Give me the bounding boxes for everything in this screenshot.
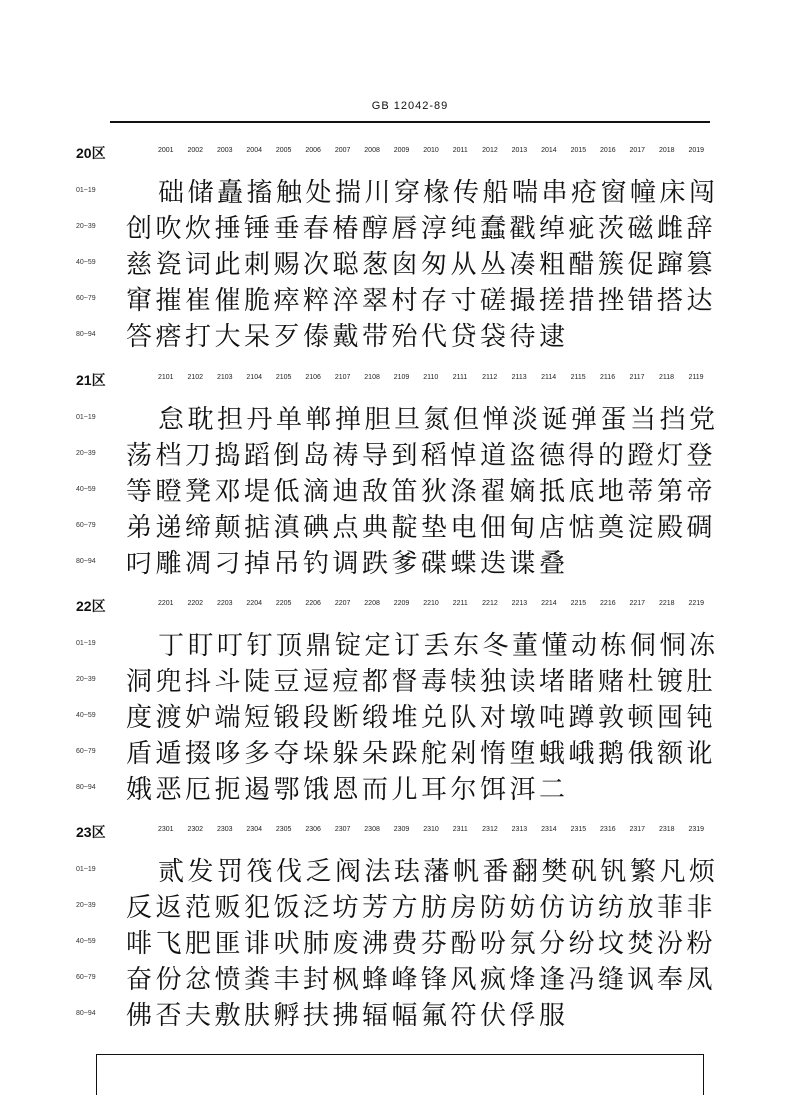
code-number: 2107 bbox=[334, 374, 351, 381]
code-number: 2019 bbox=[688, 147, 705, 154]
char-row bbox=[0, 927, 800, 961]
footer-box bbox=[96, 1054, 704, 1095]
code-number: 2310 bbox=[423, 826, 439, 833]
code-number: 2317 bbox=[629, 826, 646, 833]
row-characters: 等瞪凳邓堤低滴迪敌笛狄涤翟嫡抵底地蒂第帝 bbox=[126, 477, 717, 507]
row-range-label: 60~79 bbox=[76, 974, 96, 981]
char-row bbox=[0, 403, 800, 437]
code-number: 2206 bbox=[305, 600, 321, 607]
code-number: 2118 bbox=[658, 374, 675, 381]
char-row bbox=[0, 665, 800, 699]
row-characters: 窜摧崔催脆瘁粹淬翠村存寸磋撮搓措挫错搭达 bbox=[126, 286, 717, 316]
row-characters: 叼雕凋刁掉吊钓调跌爹碟蝶迭谍叠 bbox=[126, 549, 569, 579]
char-row bbox=[0, 212, 800, 246]
header-rule bbox=[110, 121, 710, 123]
code-number: 2203 bbox=[216, 600, 233, 607]
code-number: 2210 bbox=[423, 600, 439, 607]
code-number: 2108 bbox=[364, 374, 380, 381]
code-number: 2016 bbox=[600, 147, 616, 154]
code-number: 2201 bbox=[158, 600, 174, 607]
code-number: 2101 bbox=[158, 374, 174, 381]
code-number: 2307 bbox=[334, 826, 351, 833]
code-number: 2003 bbox=[216, 147, 233, 154]
code-header bbox=[158, 826, 718, 833]
page-header: GB 12042-89 bbox=[371, 100, 449, 112]
char-row bbox=[0, 320, 800, 354]
row-characters: 盾遁掇哆多夺垛躲朵跺舵剁惰堕蛾峨鹅俄额讹 bbox=[126, 739, 717, 769]
code-number: 2211 bbox=[452, 600, 468, 607]
row-range-label: 40~59 bbox=[76, 712, 96, 719]
char-row bbox=[0, 547, 800, 581]
code-number: 2017 bbox=[629, 147, 646, 154]
code-number: 2011 bbox=[452, 147, 468, 154]
row-range-label: 01~19 bbox=[76, 187, 96, 194]
code-number: 2002 bbox=[187, 147, 204, 154]
row-characters: 丁盯叮钉顶鼎锭定订丢东冬董懂动栋侗恫冻 bbox=[158, 631, 719, 661]
code-number: 2308 bbox=[364, 826, 380, 833]
code-number: 2207 bbox=[334, 600, 351, 607]
row-range-label: 80~94 bbox=[76, 1010, 96, 1017]
char-row bbox=[0, 999, 800, 1033]
code-number: 2008 bbox=[364, 147, 380, 154]
row-range-label: 01~19 bbox=[76, 414, 96, 421]
row-characters: 怠耽担丹单郸掸胆旦氮但惮淡诞弹蛋当挡党 bbox=[158, 405, 719, 435]
code-number: 2311 bbox=[452, 826, 468, 833]
code-number: 2103 bbox=[216, 374, 233, 381]
zone-label: 22区 bbox=[76, 598, 106, 614]
row-range-label: 20~39 bbox=[76, 676, 96, 683]
char-row bbox=[0, 701, 800, 735]
code-number: 2106 bbox=[305, 374, 321, 381]
code-number: 2111 bbox=[452, 374, 468, 381]
code-number: 2010 bbox=[423, 147, 439, 154]
row-range-label: 20~39 bbox=[76, 902, 96, 909]
code-number: 2208 bbox=[364, 600, 380, 607]
code-number: 2315 bbox=[570, 826, 587, 833]
char-row bbox=[0, 891, 800, 925]
code-number: 2012 bbox=[482, 147, 498, 154]
code-number: 2115 bbox=[570, 374, 586, 381]
char-row bbox=[0, 248, 800, 282]
row-range-label: 01~19 bbox=[76, 866, 96, 873]
code-number: 2013 bbox=[511, 147, 528, 154]
row-range-label: 80~94 bbox=[76, 331, 96, 338]
row-characters: 慈瓷词此刺赐次聪葱囱匆从丛凑粗醋簇促蹿篡 bbox=[126, 250, 717, 280]
char-row bbox=[0, 855, 800, 889]
row-range-label: 20~39 bbox=[76, 450, 96, 457]
code-number: 2217 bbox=[629, 600, 646, 607]
code-number: 2309 bbox=[393, 826, 410, 833]
row-range-label: 20~39 bbox=[76, 223, 96, 230]
row-characters: 佛否夫敷肤孵扶拂辐幅氟符伏俘服 bbox=[126, 1001, 569, 1031]
char-row bbox=[0, 511, 800, 545]
code-number: 2112 bbox=[482, 374, 498, 381]
code-number: 2212 bbox=[482, 600, 498, 607]
row-characters: 奋份忿愤粪丰封枫蜂峰锋风疯烽逢冯缝讽奉凤 bbox=[126, 965, 717, 995]
row-characters: 创吹炊捶锤垂春椿醇唇淳纯蠢戳绰疵茨磁雌辞 bbox=[126, 214, 717, 244]
code-number: 2205 bbox=[275, 600, 292, 607]
code-number: 2319 bbox=[688, 826, 705, 833]
zone-label: 21区 bbox=[76, 372, 106, 388]
row-range-label: 01~19 bbox=[76, 640, 96, 647]
char-row bbox=[0, 475, 800, 509]
code-number: 2009 bbox=[393, 147, 410, 154]
code-number: 2202 bbox=[187, 600, 204, 607]
code-header bbox=[158, 374, 718, 381]
code-number: 2318 bbox=[658, 826, 675, 833]
code-number: 2302 bbox=[187, 826, 204, 833]
code-number: 2014 bbox=[541, 147, 557, 154]
char-row bbox=[0, 737, 800, 771]
row-characters: 啡飞肥匪诽吠肺废沸费芬酚吩氛分纷坟焚汾粉 bbox=[126, 929, 717, 959]
code-number: 2015 bbox=[570, 147, 587, 154]
code-number: 2209 bbox=[393, 600, 410, 607]
code-number: 2005 bbox=[275, 147, 292, 154]
code-header bbox=[158, 147, 718, 154]
row-characters: 弟递缔颠掂滇碘点典靛垫电佃甸店惦奠淀殿碉 bbox=[126, 513, 717, 543]
char-row bbox=[0, 773, 800, 807]
row-characters: 贰发罚筏伐乏阀法珐藩帆番翻樊矾钒繁凡烦 bbox=[158, 857, 719, 887]
code-number: 2306 bbox=[305, 826, 321, 833]
code-number: 2304 bbox=[246, 826, 262, 833]
row-characters: 反返范贩犯饭泛坊芳方肪房防妨仿访纺放菲非 bbox=[126, 893, 717, 923]
code-number: 2312 bbox=[482, 826, 498, 833]
code-number: 2218 bbox=[658, 600, 675, 607]
row-characters: 娥恶厄扼遏鄂饿恩而儿耳尔饵洱二 bbox=[126, 775, 569, 805]
code-number: 2303 bbox=[216, 826, 233, 833]
code-number: 2113 bbox=[511, 374, 527, 381]
code-number: 2018 bbox=[658, 147, 675, 154]
code-number: 2216 bbox=[600, 600, 616, 607]
row-characters: 答瘩打大呆歹傣戴带殆代贷袋待逮 bbox=[126, 322, 569, 352]
char-row bbox=[0, 284, 800, 318]
char-row bbox=[0, 963, 800, 997]
code-number: 2007 bbox=[334, 147, 351, 154]
row-range-label: 60~79 bbox=[76, 748, 96, 755]
code-number: 2114 bbox=[541, 374, 557, 381]
code-number: 2313 bbox=[511, 826, 528, 833]
code-number: 2109 bbox=[393, 374, 410, 381]
code-number: 2006 bbox=[305, 147, 321, 154]
code-number: 2117 bbox=[629, 374, 645, 381]
code-number: 2215 bbox=[570, 600, 587, 607]
row-characters: 洞兜抖斗陡豆逗痘都督毒犊独读堵睹赌杜镀肚 bbox=[126, 667, 717, 697]
row-range-label: 80~94 bbox=[76, 784, 96, 791]
row-characters: 础储矗搐触处揣川穿椽传船喘串疮窗幢床闯 bbox=[158, 178, 719, 208]
code-number: 2305 bbox=[275, 826, 292, 833]
row-range-label: 40~59 bbox=[76, 938, 96, 945]
code-number: 2104 bbox=[246, 374, 262, 381]
char-row bbox=[0, 439, 800, 473]
row-range-label: 40~59 bbox=[76, 486, 96, 493]
zone-label: 23区 bbox=[76, 824, 106, 840]
code-number: 2219 bbox=[688, 600, 705, 607]
row-range-label: 80~94 bbox=[76, 558, 96, 565]
char-row bbox=[0, 629, 800, 663]
row-range-label: 60~79 bbox=[76, 295, 96, 302]
code-number: 2213 bbox=[511, 600, 528, 607]
row-range-label: 40~59 bbox=[76, 259, 96, 266]
code-number: 2314 bbox=[541, 826, 557, 833]
row-characters: 度渡妒端短锻段断缎堆兑队对墩吨蹲敦顿囤钝 bbox=[126, 703, 717, 733]
zone-label: 20区 bbox=[76, 145, 106, 161]
code-number: 2110 bbox=[423, 374, 439, 381]
char-row bbox=[0, 176, 800, 210]
row-characters: 荡档刀捣蹈倒岛祷导到稻悼道盗德得的蹬灯登 bbox=[126, 441, 717, 471]
code-number: 2301 bbox=[158, 826, 174, 833]
code-number: 2119 bbox=[688, 374, 704, 381]
code-number: 2316 bbox=[600, 826, 616, 833]
row-range-label: 60~79 bbox=[76, 522, 96, 529]
code-number: 2102 bbox=[187, 374, 204, 381]
code-number: 2214 bbox=[541, 600, 557, 607]
code-number: 2116 bbox=[600, 374, 616, 381]
code-number: 2004 bbox=[246, 147, 262, 154]
code-header bbox=[158, 600, 718, 607]
code-number: 2204 bbox=[246, 600, 262, 607]
code-number: 2001 bbox=[158, 147, 174, 154]
code-number: 2105 bbox=[275, 374, 292, 381]
